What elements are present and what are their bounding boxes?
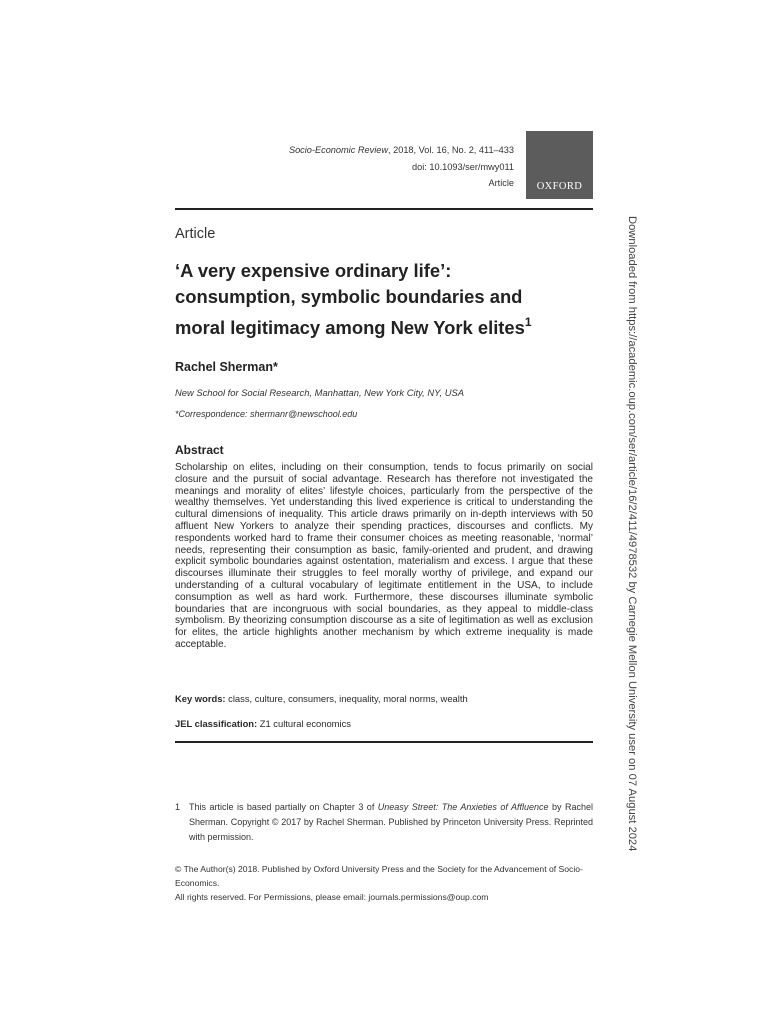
abstract-divider [175, 741, 593, 743]
oxford-logo-text: OXFORD [536, 181, 583, 192]
header-divider [175, 208, 593, 210]
title-line-3: moral legitimacy among New York elites [175, 317, 525, 339]
correspondence-email: *Correspondence: shermanr@newschool.edu [175, 409, 358, 419]
copyright-line-2: All rights reserved. For Permissions, please email: journals.permissions@oup.com [175, 892, 489, 902]
journal-name: Socio-Economic Review [288, 145, 388, 155]
footnote-text-before: This article is based partially on Chapter 3 of [189, 802, 378, 812]
journal-article-type: Article [488, 178, 514, 188]
abstract-text: Scholarship on elites, including on their consumption, tends to focus primarily on social closure and the pursuit of social advantage. Research has therefore not investigated the meanings and morality of elites’ lifestyle choices, particularly from the perspective of the wealthy themselves. Yet understanding this lived experience is critical to understanding the cultural dimensions of inequality. This article draws primarily on in-depth interviews with 50 affluent New Yorkers to analyze their spending practices, discourses and conflicts. My respondents worked hard to frame their consumer choices as meeting reasonable, ‘normal’ needs, representing their consumption as basic, family-oriented and prudent, and drawing explicit symbolic boundaries against ostentation, materialism and excess. I argue that these discourses illuminate their struggles to feel morally worthy of privilege, and expand our understanding of a cultural vocabulary of legitimate entitlement in the USA, to include consumption as well as hard work. Furthermore, these discourses illuminate symbolic boundaries that are incongruous with social boundaries, as they appeal to middle-class symbolism. By theorizing consumption discourse as a site of legitimation as well as exclusion for elites, the article highlights another mechanism by which extreme inequality is made acceptable. [175, 462, 593, 650]
author-name: Rachel Sherman* [175, 360, 278, 374]
title-footnote-marker[interactable]: 1 [524, 315, 532, 329]
footnote-text [189, 800, 593, 844]
download-watermark: Downloaded from https://academic.oup.com/ser/article/16/2/411/4978532 by Carnegie Mellon University user on 07 August 2024 [626, 216, 638, 852]
abstract-heading: Abstract [175, 443, 224, 457]
article-title [175, 258, 605, 341]
copyright-line-1: © The Author(s) 2018. Published by Oxford University Press and the Society for the Advancement of Socio-Economics. [175, 864, 583, 888]
footnote [175, 800, 593, 844]
title-line-2: consumption, symbolic boundaries and [175, 286, 523, 307]
article-section-label: Article [175, 226, 216, 242]
keywords-label: Key words: [175, 693, 226, 704]
journal-volume-info: , 2018, Vol. 16, No. 2, 411–433 [388, 145, 514, 155]
author-affiliation: New School for Social Research, Manhattan, New York City, NY, USA [175, 387, 465, 398]
title-line-1: ‘A very expensive ordinary life’: [175, 260, 452, 281]
jel-label: JEL classification: [175, 718, 258, 729]
journal-metadata [260, 142, 514, 192]
journal-citation [260, 142, 514, 159]
keywords [175, 693, 468, 704]
oxford-logo [526, 131, 593, 199]
journal-doi: doi: 10.1093/ser/mwy011 [412, 161, 514, 172]
jel-value: Z1 cultural economics [257, 718, 351, 729]
keywords-value: class, culture, consumers, inequality, moral norms, wealth [225, 693, 468, 704]
jel-classification [175, 718, 351, 729]
footnote-text-after: by Rachel Sherman. Copyright © 2017 by Rachel Sherman. Published by Princeton University Press. Reprinted with permission. [189, 802, 593, 842]
footnote-number: 1 [175, 802, 181, 812]
footnote-book-title: Uneasy Street: The Anxieties of Affluence [377, 802, 549, 812]
copyright-notice [175, 862, 605, 904]
